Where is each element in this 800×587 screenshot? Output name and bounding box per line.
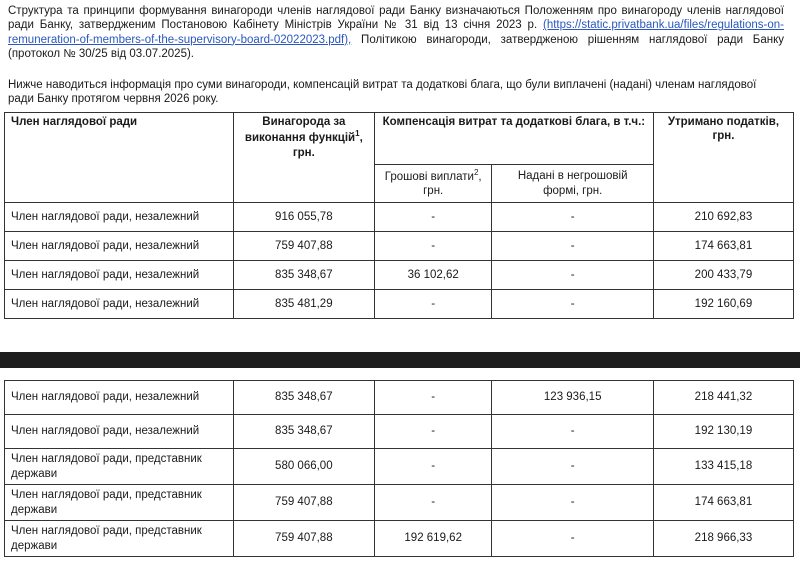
- table-row: [5, 381, 794, 415]
- reward-cell: 835 348,67: [233, 381, 374, 415]
- taxes-cell: 174 663,81: [653, 485, 793, 521]
- member-cell: Член наглядової ради, незалежний: [5, 381, 234, 415]
- table-row: [5, 290, 794, 319]
- table-row: [5, 232, 794, 261]
- cash-cell: -: [374, 290, 492, 319]
- header-taxes: Утримано податків, грн.: [653, 113, 793, 203]
- table-row: [5, 203, 794, 232]
- taxes-cell: 210 692,83: [653, 203, 793, 232]
- cash-cell: -: [374, 232, 492, 261]
- taxes-cell: 218 966,33: [653, 521, 793, 557]
- cash-cell: -: [374, 485, 492, 521]
- intro-paragraph: [8, 4, 784, 62]
- header-cash: Грошові виплати$^2$, грн.: [374, 165, 492, 203]
- nonmonetary-cell: -: [492, 203, 653, 232]
- header-reward: Винагорода за виконання функцій$^1$, грн.: [233, 113, 374, 203]
- member-cell: Член наглядової ради, представник держави: [5, 449, 234, 485]
- table-intro-note: Нижче наводиться інформація про суми винагороди, компенсацій витрат та додаткові блага, що були виплачені (надані) членам наглядової ради Банку протягом червня 2026 року.: [8, 79, 757, 106]
- nonmonetary-cell: -: [492, 415, 653, 449]
- nonmonetary-cell: -: [492, 261, 653, 290]
- reward-cell: 759 407,88: [233, 485, 374, 521]
- reward-cell: 759 407,88: [233, 232, 374, 261]
- table-header-row: [5, 113, 794, 165]
- taxes-cell: 174 663,81: [653, 232, 793, 261]
- table-row: [5, 521, 794, 557]
- cash-cell: -: [374, 415, 492, 449]
- intro-text: Структура та принципи формування винагороди членів наглядової ради Банку визначаються Положенням про винагороду членів наглядової ради Банку, затвердженим Постановою Кабінету Міністрів України № 31 від 13 січня 2023 р.: [8, 5, 784, 32]
- member-cell: Член наглядової ради, незалежний: [5, 415, 234, 449]
- page-break-divider: [0, 352, 800, 368]
- reward-cell: 835 348,67: [233, 415, 374, 449]
- nonmonetary-cell: 123 936,15: [492, 381, 653, 415]
- nonmonetary-cell: -: [492, 449, 653, 485]
- cash-cell: -: [374, 449, 492, 485]
- cash-cell: -: [374, 203, 492, 232]
- intro-tail: Політикою винагороди, затвердженою рішенням наглядової ради Банку (протокол № 30/25 від 03.07.2025).: [8, 33, 784, 61]
- reward-cell: 835 481,29: [233, 290, 374, 319]
- taxes-cell: 133 415,18: [653, 449, 793, 485]
- reward-cell: 580 066,00: [233, 449, 374, 485]
- reward-cell: 759 407,88: [233, 521, 374, 557]
- header-compensation: Компенсація витрат та додаткові блага, в т.ч.:: [374, 113, 653, 165]
- header-member: Член наглядової ради: [5, 113, 234, 203]
- member-cell: Член наглядової ради, незалежний: [5, 203, 234, 232]
- member-cell: Член наглядової ради, представник держави: [5, 485, 234, 521]
- table-row: [5, 415, 794, 449]
- table-row: [5, 449, 794, 485]
- nonmonetary-cell: -: [492, 232, 653, 261]
- header-nonmonetary: Надані в негрошовій формі, грн.: [492, 165, 653, 203]
- table-row: [5, 485, 794, 521]
- member-cell: Член наглядової ради, незалежний: [5, 290, 234, 319]
- nonmonetary-cell: -: [492, 290, 653, 319]
- reward-cell: 916 055,78: [233, 203, 374, 232]
- taxes-cell: 192 160,69: [653, 290, 793, 319]
- regulations-link[interactable]: (https://static.privatbank.ua/files/regulations-on-remuneration-of-members-of-the-supervisory-board-02022023.pdf),: [8, 19, 784, 46]
- remuneration-table-bottom: [4, 380, 794, 557]
- reward-cell: 835 348,67: [233, 261, 374, 290]
- cash-cell: 192 619,62: [374, 521, 492, 557]
- nonmonetary-cell: -: [492, 485, 653, 521]
- member-cell: Член наглядової ради, незалежний: [5, 261, 234, 290]
- cash-cell: -: [374, 381, 492, 415]
- remuneration-table-top: [4, 112, 794, 319]
- table-row: [5, 261, 794, 290]
- taxes-cell: 200 433,79: [653, 261, 793, 290]
- nonmonetary-cell: -: [492, 521, 653, 557]
- member-cell: Член наглядової ради, незалежний: [5, 232, 234, 261]
- taxes-cell: 192 130,19: [653, 415, 793, 449]
- taxes-cell: 218 441,32: [653, 381, 793, 415]
- member-cell: Член наглядової ради, представник держави: [5, 521, 234, 557]
- cash-cell: 36 102,62: [374, 261, 492, 290]
